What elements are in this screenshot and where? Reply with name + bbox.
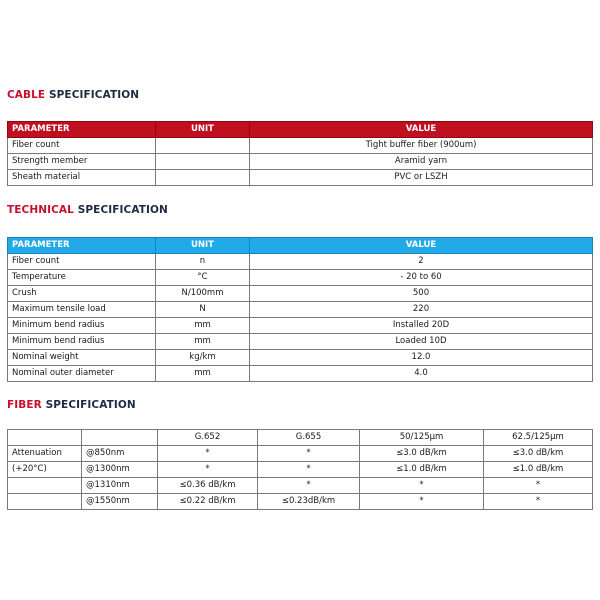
value-cell: 12.0 xyxy=(250,350,593,366)
cable-spec-table xyxy=(7,121,593,186)
header-blank xyxy=(8,430,82,446)
unit-cell xyxy=(156,154,250,170)
parameter-cell: Nominal weight xyxy=(8,350,156,366)
table-row xyxy=(8,318,593,334)
mm625-cell: ≤3.0 dB/km xyxy=(484,446,593,462)
header-value: VALUE xyxy=(250,122,593,138)
parameter-cell: Maximum tensile load xyxy=(8,302,156,318)
table-row xyxy=(8,446,593,462)
header-62-5-125: 62.5/125μm xyxy=(484,430,593,446)
parameter-cell: Crush xyxy=(8,286,156,302)
g652-cell: ≤0.36 dB/km xyxy=(158,478,258,494)
attenuation-label: Attenuation xyxy=(8,446,82,462)
fiber-spec-title: FIBER SPECIFICATION xyxy=(7,399,136,411)
wavelength-cell: @1300nm xyxy=(82,462,158,478)
table-header-row xyxy=(8,122,593,138)
temperature-label: (+20°C) xyxy=(8,462,82,478)
table-row xyxy=(8,494,593,510)
header-g652: G.652 xyxy=(158,430,258,446)
value-cell: Aramid yarn xyxy=(250,154,593,170)
mm50-cell: ≤3.0 dB/km xyxy=(360,446,484,462)
header-unit: UNIT xyxy=(156,122,250,138)
wavelength-cell: @1310nm xyxy=(82,478,158,494)
g655-cell: * xyxy=(258,478,360,494)
parameter-cell: Strength member xyxy=(8,154,156,170)
value-cell: Tight buffer fiber (900um) xyxy=(250,138,593,154)
header-unit: UNIT xyxy=(156,238,250,254)
value-cell: - 20 to 60 xyxy=(250,270,593,286)
unit-cell: n xyxy=(156,254,250,270)
unit-cell xyxy=(156,170,250,186)
unit-cell: °C xyxy=(156,270,250,286)
unit-cell: mm xyxy=(156,366,250,382)
value-cell: 4.0 xyxy=(250,366,593,382)
g655-cell: ≤0.23dB/km xyxy=(258,494,360,510)
technical-spec-table xyxy=(7,237,593,382)
header-parameter: PARAMETER xyxy=(8,238,156,254)
parameter-cell: Temperature xyxy=(8,270,156,286)
wavelength-cell: @1550nm xyxy=(82,494,158,510)
unit-cell: N/100mm xyxy=(156,286,250,302)
table-row xyxy=(8,170,593,186)
parameter-cell: Minimum bend radius xyxy=(8,318,156,334)
table-row xyxy=(8,366,593,382)
table-row xyxy=(8,462,593,478)
mm625-cell: ≤1.0 dB/km xyxy=(484,462,593,478)
mm50-cell: * xyxy=(360,478,484,494)
value-cell: PVC or LSZH xyxy=(250,170,593,186)
table-header-row xyxy=(8,238,593,254)
technical-spec-title: TECHNICAL SPECIFICATION xyxy=(7,204,168,216)
parameter-cell: Minimum bend radius xyxy=(8,334,156,350)
table-row xyxy=(8,254,593,270)
table-row xyxy=(8,270,593,286)
value-cell: 500 xyxy=(250,286,593,302)
g652-cell: ≤0.22 dB/km xyxy=(158,494,258,510)
table-row xyxy=(8,138,593,154)
header-50-125: 50/125μm xyxy=(360,430,484,446)
mm625-cell: * xyxy=(484,494,593,510)
g655-cell: * xyxy=(258,446,360,462)
parameter-cell: Fiber count xyxy=(8,254,156,270)
g652-cell: * xyxy=(158,446,258,462)
g652-cell: * xyxy=(158,462,258,478)
blank-cell xyxy=(8,478,82,494)
g655-cell: * xyxy=(258,462,360,478)
table-row xyxy=(8,334,593,350)
unit-cell: mm xyxy=(156,334,250,350)
fiber-spec-table xyxy=(7,429,593,510)
wavelength-cell: @850nm xyxy=(82,446,158,462)
value-cell: 220 xyxy=(250,302,593,318)
table-row xyxy=(8,302,593,318)
table-row xyxy=(8,350,593,366)
unit-cell xyxy=(156,138,250,154)
mm50-cell: * xyxy=(360,494,484,510)
parameter-cell: Sheath material xyxy=(8,170,156,186)
mm625-cell: * xyxy=(484,478,593,494)
value-cell: Installed 20D xyxy=(250,318,593,334)
parameter-cell: Fiber count xyxy=(8,138,156,154)
unit-cell: N xyxy=(156,302,250,318)
value-cell: Loaded 10D xyxy=(250,334,593,350)
unit-cell: kg/km xyxy=(156,350,250,366)
table-row xyxy=(8,154,593,170)
header-g655: G.655 xyxy=(258,430,360,446)
cable-spec-title: CABLE SPECIFICATION xyxy=(7,89,140,101)
parameter-cell: Nominal outer diameter xyxy=(8,366,156,382)
unit-cell: mm xyxy=(156,318,250,334)
table-row xyxy=(8,286,593,302)
header-parameter: PARAMETER xyxy=(8,122,156,138)
header-value: VALUE xyxy=(250,238,593,254)
value-cell: 2 xyxy=(250,254,593,270)
table-header-row xyxy=(8,430,593,446)
header-blank xyxy=(82,430,158,446)
blank-cell xyxy=(8,494,82,510)
table-row xyxy=(8,478,593,494)
mm50-cell: ≤1.0 dB/km xyxy=(360,462,484,478)
